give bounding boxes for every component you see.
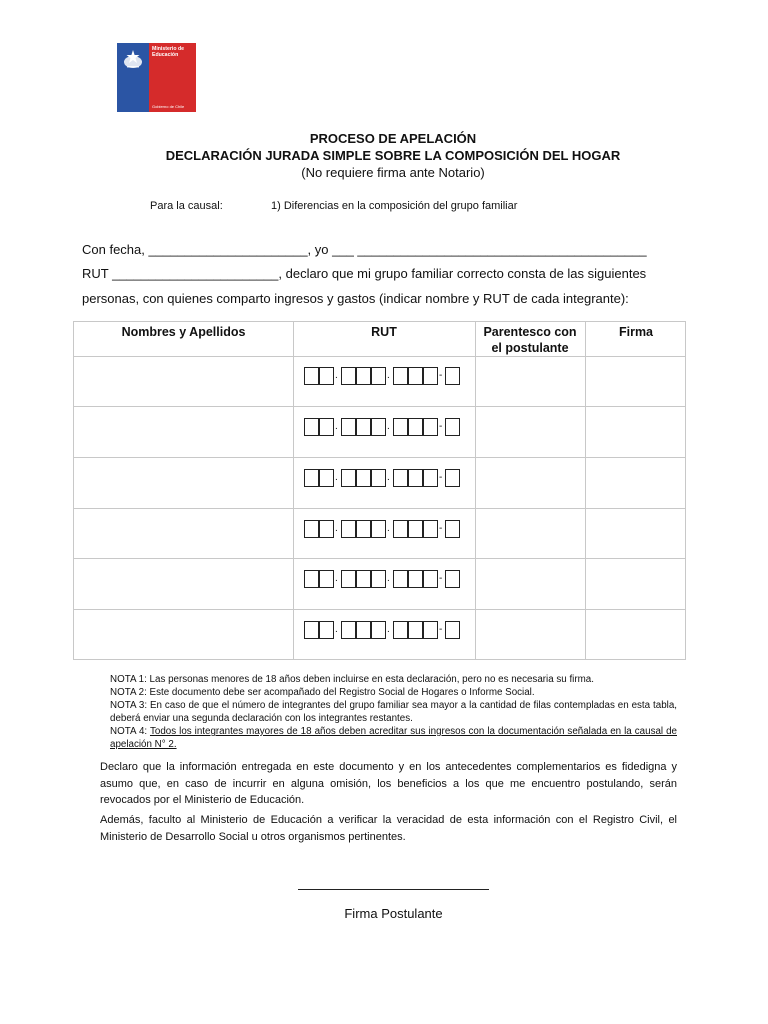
rut-digit-box[interactable] [445,418,460,436]
rut-digit-box[interactable] [356,469,371,487]
rut-separator: - [439,472,443,483]
rut-digit-box[interactable] [445,469,460,487]
rut-digit-box[interactable] [319,367,334,385]
rut-digit-box[interactable] [341,621,356,639]
rut-digit-box[interactable] [341,469,356,487]
rut-digit-box[interactable] [408,418,423,436]
rut-digit-box[interactable] [423,520,438,538]
rut-digit-box[interactable] [408,570,423,588]
rut-digit-box[interactable] [423,570,438,588]
rut-separator: . [335,523,338,534]
rut-digit-box[interactable] [423,367,438,385]
rut-digit-box[interactable] [356,621,371,639]
rut-separator: - [439,573,443,584]
rut-digit-box[interactable] [304,621,319,639]
authorization-paragraph: Además, faculto al Ministerio de Educación a verificar la veracidad de esta información con el Registro Civil, el Ministerio de Desarrollo Social u otros organismos pertinentes. [100,814,677,843]
note-2: NOTA 2: Este documento debe ser acompañado del Registro Social de Hogares o Informe Social. [110,687,535,698]
note-4: NOTA 4: Todos los integrantes mayores de 18 años deben acreditar sus ingresos con la documentación señalada en la causal de apelación N° 2. [110,726,677,750]
rut-digit-box[interactable] [341,570,356,588]
rut-digit-box[interactable] [356,520,371,538]
rut-digit-box[interactable] [371,520,386,538]
rut-separator: - [439,370,443,381]
document-title [0,130,768,181]
rut-separator: . [387,624,390,635]
rut-digit-box[interactable] [319,570,334,588]
rut-digit-box[interactable] [393,367,408,385]
logo-blue-panel [117,43,149,112]
note-4-underlined: Todos los integrantes mayores de 18 años deben acreditar sus ingresos con la documentación señalada en la causal de apelación N° 2. [110,726,677,750]
header-signature: Firma [618,325,654,339]
rut-digit-box[interactable] [408,621,423,639]
rut-separator: . [335,370,338,381]
declaration-persons-line: personas, con quienes comparto ingresos y gastos (indicar nombre y RUT de cada integrante): [82,291,629,306]
rut-digit-box[interactable] [319,418,334,436]
rut-separator: . [387,421,390,432]
signature-line [298,889,489,890]
rut-digit-box[interactable] [341,418,356,436]
rut-digit-box[interactable] [371,367,386,385]
rut-digit-box[interactable] [319,621,334,639]
rut-digit-box[interactable] [304,367,319,385]
title-line-3: (No requiere firma ante Notario) [301,165,485,180]
logo-ministry-name: Ministerio de Educación [152,46,184,58]
rut-digit-box[interactable] [445,570,460,588]
declaration-date-line: Con fecha, ______________________, yo ___ ________________________________________ [82,242,647,257]
header-relation: Parentesco con el postulante [483,325,577,355]
declaration-paragraph: Declaro que la información entregada en este documento y en los antecedentes complementarios es fidedigna y asumo que, en caso de incurrir en alguna omisión, los beneficios a los que me encuentro postulando, serán revocados por el Ministerio de Educación. [100,761,677,806]
rut-digit-box[interactable] [371,570,386,588]
rut-digit-box[interactable] [304,418,319,436]
rut-digit-box[interactable] [408,367,423,385]
rut-separator: . [387,523,390,534]
rut-digit-box[interactable] [319,469,334,487]
rut-separator: . [335,472,338,483]
coat-of-arms-icon [120,47,146,71]
rut-digit-box[interactable] [393,520,408,538]
note-1: NOTA 1: Las personas menores de 18 años deben incluirse en esta declaración, pero no es necesaria su firma. [110,674,594,685]
rut-separator: . [335,421,338,432]
logo-government-label: Gobierno de Chile [152,104,185,109]
rut-digit-box[interactable] [445,520,460,538]
title-line-2: DECLARACIÓN JURADA SIMPLE SOBRE LA COMPOSICIÓN DEL HOGAR [165,148,621,163]
rut-separator: - [439,421,443,432]
rut-digit-box[interactable] [445,621,460,639]
rut-digit-box[interactable] [393,570,408,588]
causal-value: 1) Diferencias en la composición del grupo familiar [271,200,518,212]
ministry-logo [117,43,196,112]
rut-digit-box[interactable] [423,621,438,639]
rut-digit-box[interactable] [393,621,408,639]
declaration-rut-line: RUT _______________________, declaro que mi grupo familiar correcto consta de las siguientes [82,266,647,281]
note-3: NOTA 3: En caso de que el número de integrantes del grupo familiar sea mayor a la cantidad de filas contempladas en esta tabla, deberá enviar una segunda declaración con los integrantes restantes. [110,700,677,724]
rut-digit-box[interactable] [423,418,438,436]
rut-digit-box[interactable] [356,367,371,385]
logo-red-panel [149,43,196,112]
rut-digit-box[interactable] [304,469,319,487]
header-names: Nombres y Apellidos [121,325,246,339]
rut-digit-box[interactable] [304,520,319,538]
signature-label: Firma Postulante [344,906,443,921]
rut-separator: . [387,472,390,483]
header-rut: RUT [371,325,397,339]
causal-label: Para la causal: [150,200,223,212]
rut-digit-box[interactable] [393,469,408,487]
rut-digit-box[interactable] [408,469,423,487]
notes-section [110,673,677,751]
rut-separator: . [387,370,390,381]
rut-digit-box[interactable] [304,570,319,588]
rut-separator: . [335,573,338,584]
rut-digit-box[interactable] [341,520,356,538]
rut-digit-box[interactable] [423,469,438,487]
rut-digit-box[interactable] [319,520,334,538]
rut-separator: - [439,523,443,534]
rut-digit-box[interactable] [393,418,408,436]
rut-digit-box[interactable] [371,469,386,487]
rut-digit-box[interactable] [408,520,423,538]
rut-digit-box[interactable] [356,570,371,588]
rut-digit-box[interactable] [445,367,460,385]
rut-separator: . [335,624,338,635]
rut-digit-box[interactable] [371,621,386,639]
household-members-table [73,321,686,660]
rut-separator: - [439,624,443,635]
rut-digit-box[interactable] [371,418,386,436]
title-line-1: PROCESO DE APELACIÓN [309,131,477,146]
rut-digit-box[interactable] [356,418,371,436]
rut-digit-box[interactable] [341,367,356,385]
rut-separator: . [387,573,390,584]
